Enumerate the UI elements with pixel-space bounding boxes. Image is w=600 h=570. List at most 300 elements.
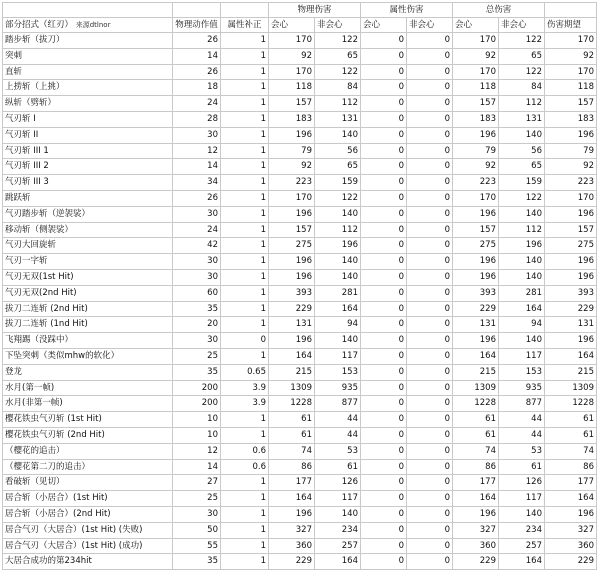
phys-noncrit-cell: 53	[315, 443, 361, 459]
phys-noncrit-cell: 140	[315, 506, 361, 522]
header-motion-value: 物理动作值	[173, 18, 221, 33]
elem-noncrit-cell: 0	[407, 522, 453, 538]
elem-noncrit-cell: 0	[407, 111, 453, 127]
table-row	[3, 459, 597, 475]
phys-crit-cell: 79	[269, 143, 315, 159]
phys-noncrit-cell: 140	[315, 269, 361, 285]
phys-noncrit-cell: 44	[315, 427, 361, 443]
phys-noncrit-cell: 44	[315, 412, 361, 428]
phys-crit-cell: 61	[269, 412, 315, 428]
table-row	[3, 506, 597, 522]
total-noncrit-cell: 117	[499, 348, 545, 364]
expected-damage-cell: 1309	[545, 380, 597, 396]
elem-crit-cell: 0	[361, 475, 407, 491]
expected-damage-cell: 196	[545, 506, 597, 522]
elem-noncrit-cell: 0	[407, 206, 453, 222]
elem-mod-cell: 1	[221, 254, 269, 270]
motion-value-cell: 35	[173, 364, 221, 380]
phys-crit-cell: 275	[269, 238, 315, 254]
motion-value-cell: 12	[173, 143, 221, 159]
total-crit-cell: 86	[453, 459, 499, 475]
total-noncrit-cell: 153	[499, 364, 545, 380]
total-noncrit-cell: 112	[499, 222, 545, 238]
expected-damage-cell: 170	[545, 33, 597, 49]
motion-value-cell: 14	[173, 159, 221, 175]
motion-value-cell: 26	[173, 33, 221, 49]
move-name-cell: 拔刀二连斩 (2nd Hit)	[3, 301, 173, 317]
phys-crit-cell: 196	[269, 333, 315, 349]
motion-value-cell: 24	[173, 96, 221, 112]
header-move-cell-top	[3, 3, 173, 18]
phys-crit-cell: 223	[269, 175, 315, 191]
total-crit-cell: 393	[453, 285, 499, 301]
move-name-cell: 突刺	[3, 48, 173, 64]
elem-mod-cell: 1	[221, 111, 269, 127]
total-crit-cell: 74	[453, 443, 499, 459]
motion-value-cell: 30	[173, 206, 221, 222]
motion-value-cell: 27	[173, 475, 221, 491]
total-noncrit-cell: 140	[499, 127, 545, 143]
table-row	[3, 396, 597, 412]
elem-crit-cell: 0	[361, 506, 407, 522]
header-expected: 伤害期望	[545, 18, 597, 33]
table-body	[3, 33, 597, 570]
elem-noncrit-cell: 0	[407, 127, 453, 143]
phys-noncrit-cell: 281	[315, 285, 361, 301]
table-row	[3, 538, 597, 554]
elem-noncrit-cell: 0	[407, 364, 453, 380]
elem-noncrit-cell: 0	[407, 269, 453, 285]
elem-mod-cell: 1	[221, 348, 269, 364]
elem-noncrit-cell: 0	[407, 33, 453, 49]
elem-crit-cell: 0	[361, 317, 407, 333]
elem-mod-cell: 1	[221, 206, 269, 222]
move-name-cell: 居合斩（小居合）(1st Hit)	[3, 491, 173, 507]
elem-crit-cell: 0	[361, 222, 407, 238]
phys-noncrit-cell: 196	[315, 238, 361, 254]
phys-crit-cell: 327	[269, 522, 315, 538]
elem-mod-cell: 1	[221, 33, 269, 49]
total-crit-cell: 196	[453, 333, 499, 349]
phys-crit-cell: 196	[269, 127, 315, 143]
move-name-cell: 水月(第一帧)	[3, 380, 173, 396]
elem-mod-cell: 3.9	[221, 380, 269, 396]
phys-noncrit-cell: 164	[315, 301, 361, 317]
header-elem-cell-top	[221, 3, 269, 18]
table-row	[3, 333, 597, 349]
expected-damage-cell: 360	[545, 538, 597, 554]
table-row	[3, 427, 597, 443]
move-name-cell: 气刃无双(2nd Hit)	[3, 285, 173, 301]
header-elem-noncrit: 非会心	[407, 18, 453, 33]
phys-noncrit-cell: 140	[315, 333, 361, 349]
motion-value-cell: 35	[173, 301, 221, 317]
total-noncrit-cell: 234	[499, 522, 545, 538]
move-name-cell: （樱花的追击）	[3, 443, 173, 459]
move-name-cell: 踏步斩（拔刀）	[3, 33, 173, 49]
table-row	[3, 443, 597, 459]
move-name-cell: 纵斩（劈斩）	[3, 96, 173, 112]
elem-noncrit-cell: 0	[407, 285, 453, 301]
header-elem-mod: 属性补正	[221, 18, 269, 33]
expected-damage-cell: 327	[545, 522, 597, 538]
elem-noncrit-cell: 0	[407, 491, 453, 507]
total-noncrit-cell: 84	[499, 80, 545, 96]
header-elem-group: 属性伤害	[361, 3, 453, 18]
total-noncrit-cell: 112	[499, 96, 545, 112]
elem-mod-cell: 1	[221, 491, 269, 507]
total-noncrit-cell: 196	[499, 238, 545, 254]
table-row	[3, 475, 597, 491]
total-crit-cell: 177	[453, 475, 499, 491]
move-name-cell: 气刃踏步斩（逆袈裟）	[3, 206, 173, 222]
table-row	[3, 64, 597, 80]
move-name-cell: 气刃斩 II	[3, 127, 173, 143]
phys-crit-cell: 170	[269, 190, 315, 206]
elem-noncrit-cell: 0	[407, 475, 453, 491]
motion-value-cell: 26	[173, 190, 221, 206]
total-crit-cell: 360	[453, 538, 499, 554]
move-name-cell: 拔刀二连斩 (1nd Hit)	[3, 317, 173, 333]
phys-noncrit-cell: 140	[315, 206, 361, 222]
phys-crit-cell: 196	[269, 269, 315, 285]
expected-damage-cell: 118	[545, 80, 597, 96]
header-phys-noncrit: 非会心	[315, 18, 361, 33]
phys-crit-cell: 92	[269, 48, 315, 64]
expected-damage-cell: 131	[545, 317, 597, 333]
move-name-cell: 直斩	[3, 64, 173, 80]
elem-noncrit-cell: 0	[407, 554, 453, 570]
elem-crit-cell: 0	[361, 238, 407, 254]
table-row	[3, 222, 597, 238]
elem-crit-cell: 0	[361, 427, 407, 443]
elem-mod-cell: 1	[221, 554, 269, 570]
elem-noncrit-cell: 0	[407, 80, 453, 96]
elem-crit-cell: 0	[361, 127, 407, 143]
elem-mod-cell: 0.6	[221, 459, 269, 475]
elem-crit-cell: 0	[361, 206, 407, 222]
elem-mod-cell: 1	[221, 80, 269, 96]
elem-crit-cell: 0	[361, 443, 407, 459]
phys-noncrit-cell: 935	[315, 380, 361, 396]
elem-noncrit-cell: 0	[407, 301, 453, 317]
total-noncrit-cell: 159	[499, 175, 545, 191]
phys-crit-cell: 86	[269, 459, 315, 475]
phys-noncrit-cell: 112	[315, 96, 361, 112]
total-noncrit-cell: 94	[499, 317, 545, 333]
table-row	[3, 111, 597, 127]
elem-noncrit-cell: 0	[407, 190, 453, 206]
elem-mod-cell: 0.6	[221, 443, 269, 459]
motion-value-cell: 25	[173, 348, 221, 364]
table-row	[3, 380, 597, 396]
phys-noncrit-cell: 164	[315, 554, 361, 570]
header-phys-crit: 会心	[269, 18, 315, 33]
move-name-cell: 樱花铁虫气刃斩 (1st Hit)	[3, 412, 173, 428]
elem-crit-cell: 0	[361, 143, 407, 159]
motion-value-cell: 200	[173, 380, 221, 396]
phys-crit-cell: 61	[269, 427, 315, 443]
motion-value-cell: 18	[173, 80, 221, 96]
table-row	[3, 96, 597, 112]
elem-mod-cell: 1	[221, 190, 269, 206]
elem-crit-cell: 0	[361, 412, 407, 428]
phys-crit-cell: 131	[269, 317, 315, 333]
motion-value-cell: 26	[173, 64, 221, 80]
elem-crit-cell: 0	[361, 538, 407, 554]
motion-value-cell: 30	[173, 269, 221, 285]
expected-damage-cell: 61	[545, 412, 597, 428]
phys-crit-cell: 1228	[269, 396, 315, 412]
elem-mod-cell: 1	[221, 238, 269, 254]
damage-table	[2, 2, 597, 570]
elem-mod-cell: 1	[221, 175, 269, 191]
elem-noncrit-cell: 0	[407, 506, 453, 522]
motion-value-cell: 30	[173, 333, 221, 349]
move-name-cell: 气刃斩 III 3	[3, 175, 173, 191]
phys-crit-cell: 360	[269, 538, 315, 554]
elem-mod-cell: 1	[221, 475, 269, 491]
phys-crit-cell: 118	[269, 80, 315, 96]
expected-damage-cell: 79	[545, 143, 597, 159]
elem-noncrit-cell: 0	[407, 159, 453, 175]
total-crit-cell: 118	[453, 80, 499, 96]
move-name-cell: 大居合成功的第234hit	[3, 554, 173, 570]
total-crit-cell: 196	[453, 127, 499, 143]
total-noncrit-cell: 140	[499, 206, 545, 222]
elem-noncrit-cell: 0	[407, 317, 453, 333]
phys-noncrit-cell: 122	[315, 33, 361, 49]
expected-damage-cell: 92	[545, 159, 597, 175]
total-noncrit-cell: 935	[499, 380, 545, 396]
total-noncrit-cell: 140	[499, 269, 545, 285]
motion-value-cell: 30	[173, 254, 221, 270]
total-crit-cell: 215	[453, 364, 499, 380]
motion-value-cell: 24	[173, 222, 221, 238]
elem-crit-cell: 0	[361, 159, 407, 175]
total-noncrit-cell: 53	[499, 443, 545, 459]
expected-damage-cell: 92	[545, 48, 597, 64]
elem-noncrit-cell: 0	[407, 238, 453, 254]
phys-crit-cell: 196	[269, 254, 315, 270]
expected-damage-cell: 170	[545, 64, 597, 80]
header-move	[3, 18, 173, 33]
total-crit-cell: 170	[453, 64, 499, 80]
phys-noncrit-cell: 94	[315, 317, 361, 333]
table-row	[3, 238, 597, 254]
elem-crit-cell: 0	[361, 348, 407, 364]
elem-noncrit-cell: 0	[407, 222, 453, 238]
expected-damage-cell: 215	[545, 364, 597, 380]
phys-crit-cell: 229	[269, 554, 315, 570]
phys-crit-cell: 183	[269, 111, 315, 127]
elem-crit-cell: 0	[361, 48, 407, 64]
total-noncrit-cell: 122	[499, 190, 545, 206]
total-noncrit-cell: 65	[499, 159, 545, 175]
phys-noncrit-cell: 877	[315, 396, 361, 412]
move-name-cell: 樱花铁虫气刃斩 (2nd Hit)	[3, 427, 173, 443]
total-noncrit-cell: 44	[499, 412, 545, 428]
motion-value-cell: 10	[173, 427, 221, 443]
total-crit-cell: 327	[453, 522, 499, 538]
elem-mod-cell: 1	[221, 96, 269, 112]
total-noncrit-cell: 140	[499, 254, 545, 270]
table-row	[3, 269, 597, 285]
elem-noncrit-cell: 0	[407, 143, 453, 159]
elem-mod-cell: 0.65	[221, 364, 269, 380]
expected-damage-cell: 196	[545, 254, 597, 270]
elem-noncrit-cell: 0	[407, 380, 453, 396]
total-crit-cell: 170	[453, 190, 499, 206]
elem-mod-cell: 1	[221, 269, 269, 285]
header-expected-top	[545, 3, 597, 18]
total-noncrit-cell: 56	[499, 143, 545, 159]
table-row	[3, 143, 597, 159]
total-crit-cell: 92	[453, 48, 499, 64]
motion-value-cell: 20	[173, 317, 221, 333]
elem-mod-cell: 1	[221, 285, 269, 301]
total-crit-cell: 196	[453, 506, 499, 522]
table-row	[3, 285, 597, 301]
table-row	[3, 48, 597, 64]
elem-noncrit-cell: 0	[407, 64, 453, 80]
expected-damage-cell: 157	[545, 96, 597, 112]
phys-noncrit-cell: 122	[315, 64, 361, 80]
move-name-cell: 下坠突刺（类似mhw的软化）	[3, 348, 173, 364]
phys-crit-cell: 196	[269, 506, 315, 522]
phys-crit-cell: 393	[269, 285, 315, 301]
expected-damage-cell: 170	[545, 190, 597, 206]
phys-crit-cell: 164	[269, 348, 315, 364]
move-name-cell: 跳跃斩	[3, 190, 173, 206]
total-crit-cell: 229	[453, 301, 499, 317]
move-name-cell: 气刃斩 III 2	[3, 159, 173, 175]
elem-mod-cell: 1	[221, 427, 269, 443]
total-noncrit-cell: 877	[499, 396, 545, 412]
total-noncrit-cell: 61	[499, 459, 545, 475]
header-source-note: 来源dtlnor	[75, 21, 111, 29]
total-crit-cell: 1228	[453, 396, 499, 412]
header-motion-cell-top	[173, 3, 221, 18]
table-row	[3, 364, 597, 380]
phys-noncrit-cell: 131	[315, 111, 361, 127]
total-noncrit-cell: 65	[499, 48, 545, 64]
elem-crit-cell: 0	[361, 522, 407, 538]
phys-noncrit-cell: 153	[315, 364, 361, 380]
table-row	[3, 554, 597, 570]
move-name-cell: （樱花第二刀的追击）	[3, 459, 173, 475]
total-noncrit-cell: 117	[499, 491, 545, 507]
phys-noncrit-cell: 56	[315, 143, 361, 159]
elem-mod-cell: 1	[221, 506, 269, 522]
expected-damage-cell: 196	[545, 127, 597, 143]
total-crit-cell: 183	[453, 111, 499, 127]
expected-damage-cell: 183	[545, 111, 597, 127]
phys-crit-cell: 1309	[269, 380, 315, 396]
elem-crit-cell: 0	[361, 33, 407, 49]
phys-crit-cell: 170	[269, 64, 315, 80]
motion-value-cell: 10	[173, 412, 221, 428]
elem-crit-cell: 0	[361, 254, 407, 270]
total-noncrit-cell: 164	[499, 301, 545, 317]
elem-noncrit-cell: 0	[407, 175, 453, 191]
phys-noncrit-cell: 126	[315, 475, 361, 491]
elem-crit-cell: 0	[361, 96, 407, 112]
total-crit-cell: 157	[453, 96, 499, 112]
move-name-cell: 水月(非第一帧)	[3, 396, 173, 412]
phys-crit-cell: 164	[269, 491, 315, 507]
total-noncrit-cell: 164	[499, 554, 545, 570]
elem-mod-cell: 1	[221, 64, 269, 80]
motion-value-cell: 34	[173, 175, 221, 191]
table-row	[3, 175, 597, 191]
phys-crit-cell: 196	[269, 206, 315, 222]
motion-value-cell: 14	[173, 48, 221, 64]
elem-crit-cell: 0	[361, 491, 407, 507]
expected-damage-cell: 196	[545, 333, 597, 349]
elem-mod-cell: 1	[221, 538, 269, 554]
total-crit-cell: 170	[453, 33, 499, 49]
move-name-cell: 气刃斩 I	[3, 111, 173, 127]
move-name-cell: 飞翔踢（没踩中）	[3, 333, 173, 349]
total-noncrit-cell: 122	[499, 64, 545, 80]
motion-value-cell: 50	[173, 522, 221, 538]
expected-damage-cell: 157	[545, 222, 597, 238]
table-row	[3, 190, 597, 206]
motion-value-cell: 55	[173, 538, 221, 554]
total-crit-cell: 164	[453, 491, 499, 507]
table-row	[3, 80, 597, 96]
total-noncrit-cell: 140	[499, 333, 545, 349]
total-crit-cell: 79	[453, 143, 499, 159]
expected-damage-cell: 61	[545, 427, 597, 443]
elem-mod-cell: 1	[221, 522, 269, 538]
table-row	[3, 254, 597, 270]
header-move-label: 部分招式（红刃）	[5, 20, 74, 30]
total-noncrit-cell: 257	[499, 538, 545, 554]
phys-noncrit-cell: 84	[315, 80, 361, 96]
elem-mod-cell: 3.9	[221, 396, 269, 412]
header-total-group: 总伤害	[453, 3, 545, 18]
table-row	[3, 301, 597, 317]
total-crit-cell: 131	[453, 317, 499, 333]
elem-noncrit-cell: 0	[407, 96, 453, 112]
table-row	[3, 206, 597, 222]
elem-noncrit-cell: 0	[407, 396, 453, 412]
total-crit-cell: 196	[453, 269, 499, 285]
elem-crit-cell: 0	[361, 111, 407, 127]
header-total-crit: 会心	[453, 18, 499, 33]
expected-damage-cell: 229	[545, 301, 597, 317]
total-crit-cell: 196	[453, 254, 499, 270]
elem-mod-cell: 1	[221, 412, 269, 428]
elem-mod-cell: 1	[221, 159, 269, 175]
elem-noncrit-cell: 0	[407, 427, 453, 443]
total-noncrit-cell: 140	[499, 506, 545, 522]
phys-noncrit-cell: 140	[315, 127, 361, 143]
elem-noncrit-cell: 0	[407, 333, 453, 349]
phys-noncrit-cell: 117	[315, 348, 361, 364]
move-name-cell: 看破斩（见切）	[3, 475, 173, 491]
elem-crit-cell: 0	[361, 80, 407, 96]
motion-value-cell: 200	[173, 396, 221, 412]
expected-damage-cell: 196	[545, 206, 597, 222]
table-row	[3, 33, 597, 49]
elem-crit-cell: 0	[361, 64, 407, 80]
motion-value-cell: 28	[173, 111, 221, 127]
move-name-cell: 气刃无双(1st Hit)	[3, 269, 173, 285]
motion-value-cell: 25	[173, 491, 221, 507]
